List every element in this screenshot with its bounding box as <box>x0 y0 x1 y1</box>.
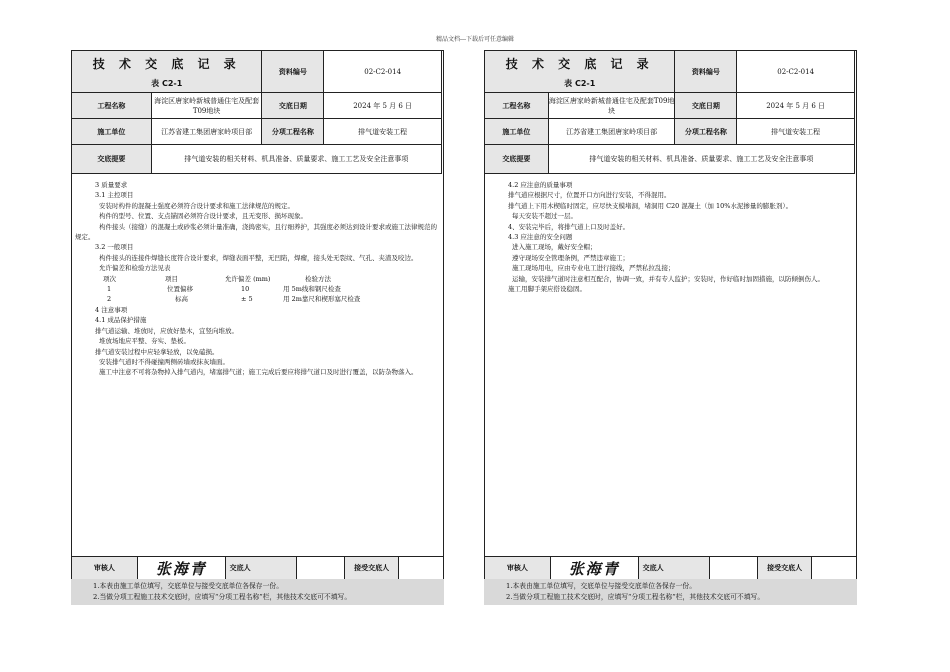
form-header-table <box>71 50 442 174</box>
disclosure-content <box>488 180 850 294</box>
project-label: 工程名称 <box>72 93 152 119</box>
form-footnotes <box>484 579 857 605</box>
tolerance-cell: 10 <box>241 285 250 294</box>
receiver-value <box>399 557 444 580</box>
unit-label: 施工单位 <box>72 119 152 145</box>
content-line: 排气道安装过程中应轻拿轻放，以免磕损。 <box>95 347 219 356</box>
tolerance-cell: ± 5 <box>241 295 253 304</box>
section-heading: 4.2 应注意的质量事项 <box>508 181 573 189</box>
section-heading: 3 质量要求 <box>95 181 128 189</box>
content-line: 排气道运输、堆放时，应放好垫木，宜竖向堆放。 <box>95 326 238 335</box>
tolerance-col-header: 项目 <box>165 274 178 283</box>
project-value: 海淀区唐家岭新城普通住宅及配套T09地块 <box>151 93 262 119</box>
content-line: 构件的型号、位置、支点锚固必须符合设计要求，且无变形、损坏现象。 <box>99 212 307 221</box>
footnote: 2.当做分项工程施工技术交底时，应填写“分项工程名称”栏，其他技术交底可不填写。 <box>506 593 765 601</box>
sub-project-label: 分项工程名称 <box>675 119 737 145</box>
tolerance-table-row <box>75 294 437 304</box>
tolerance-cell: 用 2m靠尺和楔形塞尺检查 <box>283 295 361 304</box>
handwritten-signature: 张海青 <box>155 559 207 578</box>
content-line: 安装排气道时不得碰撞两侧砖墙或抹灰墙面。 <box>99 357 229 366</box>
page-header-note: 精品文档---下载后可任意编辑 <box>435 36 515 43</box>
content-paragraph: 构件接头的连接件焊缝长度符合设计要求，焊缝表面平整，无凹陷，焊瘤，接头处无裂纹、气孔、夹渣及咬边。 <box>99 253 418 262</box>
summary-label: 交底提要 <box>72 145 152 174</box>
unit-value: 江苏省建工集团唐家岭项目部 <box>548 119 675 145</box>
content-line: 遵守现场安全管理条例，严禁违章施工； <box>512 253 629 262</box>
content-paragraph: 施工中注意不可将杂物掉入排气道内，堵塞排气道；施工完成后要应将排气道口及时进行覆盖，以防杂物落入。 <box>99 368 418 377</box>
summary-label: 交底提要 <box>485 145 549 174</box>
disclosure-form-right <box>484 50 857 605</box>
reviewer-label: 审核人 <box>485 557 551 580</box>
tolerance-cell: 标高 <box>175 295 188 304</box>
form-subtitle: 表 C2-1 <box>564 78 596 88</box>
form-subtitle: 表 C2-1 <box>151 78 183 88</box>
reviewer-signature-cell <box>550 557 638 580</box>
discloser-value <box>297 557 345 580</box>
discloser-label: 交底人 <box>638 557 710 580</box>
disclosure-form-left <box>71 50 444 605</box>
tolerance-col-header: 允许偏差 (mm) <box>225 274 271 283</box>
tolerance-cell: 1 <box>107 285 112 294</box>
content-line: 允许偏差和检验方法见表 <box>99 264 171 273</box>
section-heading: 4 注意事项 <box>95 305 128 314</box>
doc-no-label: 资料编号 <box>675 51 737 93</box>
signature-table <box>71 556 444 580</box>
disclosure-content <box>75 180 437 378</box>
form-title: 技 术 交 底 记 录 <box>92 56 241 71</box>
project-label: 工程名称 <box>485 93 549 119</box>
section-heading: 4.3 应注意的安全问题 <box>508 233 573 242</box>
tolerance-col-header: 项次 <box>103 274 116 283</box>
content-line: 排气道应根据尺寸，位置开口方向进行安装，不得混用。 <box>508 191 671 200</box>
summary-value: 排气道安装的相关材料、机具准备、质量要求、施工工艺及安全注意事项 <box>548 145 854 174</box>
tolerance-cell: 位置偏移 <box>167 285 193 294</box>
content-line: 施工现场用电，应由专业电工进行接线，严禁私拉乱接； <box>512 264 675 273</box>
unit-value: 江苏省建工集团唐家岭项目部 <box>151 119 262 145</box>
reviewer-signature-cell <box>137 557 225 580</box>
signature-table <box>484 556 857 580</box>
date-value: 2024 年 5 月 6 日 <box>737 93 855 119</box>
content-line: 进入施工现场，戴好安全帽； <box>512 243 597 252</box>
form-title-cell <box>72 51 262 93</box>
tolerance-table-header <box>75 274 437 284</box>
content-line: 施工用脚手架应搭设稳固。 <box>508 285 586 294</box>
form-title: 技 术 交 底 记 录 <box>505 56 654 71</box>
content-paragraph: 排气道上下用木楔临时固定，应尽快支模堵洞，堵洞用 C20 混凝土（加 10%水泥掺量的膨胀剂）。 <box>508 201 793 210</box>
section-heading: 4.1 成品保护措施 <box>95 316 147 325</box>
tolerance-col-header: 检验方法 <box>305 274 331 283</box>
doc-no-value: 02-C2-014 <box>324 51 442 93</box>
content-line: 每天安装不超过一层。 <box>512 212 577 221</box>
footnote: 2.当做分项工程施工技术交底时，应填写“分项工程名称”栏，其他技术交底可不填写。 <box>93 593 352 601</box>
date-value: 2024 年 5 月 6 日 <box>324 93 442 119</box>
sub-project-label: 分项工程名称 <box>262 119 324 145</box>
sub-project-value: 排气道安装工程 <box>737 119 855 145</box>
summary-value: 排气道安装的相关材料、机具准备、质量要求、施工工艺及安全注意事项 <box>151 145 441 174</box>
footnote: 1.本表由施工单位填写，交底单位与接受交底单位各保存一份。 <box>506 582 696 590</box>
reviewer-label: 审核人 <box>72 557 138 580</box>
receiver-label: 接受交底人 <box>758 557 812 580</box>
section-heading: 3.2 一般项目 <box>95 243 134 252</box>
form-header-table <box>484 50 855 174</box>
content-paragraph: 构件接头（接缝）的混凝土或砂浆必须计量准确，浇捣密实，且行细养护，其强度必须达到设计要求或施工法律规范的规定。 <box>75 222 437 242</box>
unit-label: 施工单位 <box>485 119 549 145</box>
tolerance-table-row <box>75 284 437 294</box>
handwritten-signature: 张海青 <box>568 559 620 578</box>
content-line: 4、安装完毕后，将排气道上口及时盖好。 <box>508 222 630 231</box>
receiver-value <box>812 557 857 580</box>
content-line: 堆放场地应平整、夯实、垫板。 <box>99 337 190 346</box>
discloser-value <box>710 557 758 580</box>
sub-project-value: 排气道安装工程 <box>324 119 442 145</box>
date-label: 交底日期 <box>675 93 737 119</box>
section-heading: 3.1 主控项目 <box>95 191 134 200</box>
content-paragraph: 运输，安装排气道时注意相互配合，协调一致，并有专人监护；安装时，作好临时加固措施，以防倾倒伤人。 <box>512 274 824 283</box>
doc-no-value: 02-C2-014 <box>737 51 855 93</box>
tolerance-cell: 用 5m线和钢尺检查 <box>283 285 341 294</box>
receiver-label: 接受交底人 <box>345 557 399 580</box>
date-label: 交底日期 <box>262 93 324 119</box>
form-title-cell <box>485 51 675 93</box>
content-line: 安装时构件的混凝土强度必须符合设计要求和施工法律规范的规定。 <box>99 201 294 210</box>
doc-no-label: 资料编号 <box>262 51 324 93</box>
tolerance-cell: 2 <box>107 295 112 304</box>
footnote: 1.本表由施工单位填写，交底单位与接受交底单位各保存一份。 <box>93 582 283 590</box>
project-value: 海淀区唐家岭新城普通住宅及配套T09地块 <box>548 93 675 119</box>
discloser-label: 交底人 <box>225 557 297 580</box>
form-footnotes <box>71 579 444 605</box>
